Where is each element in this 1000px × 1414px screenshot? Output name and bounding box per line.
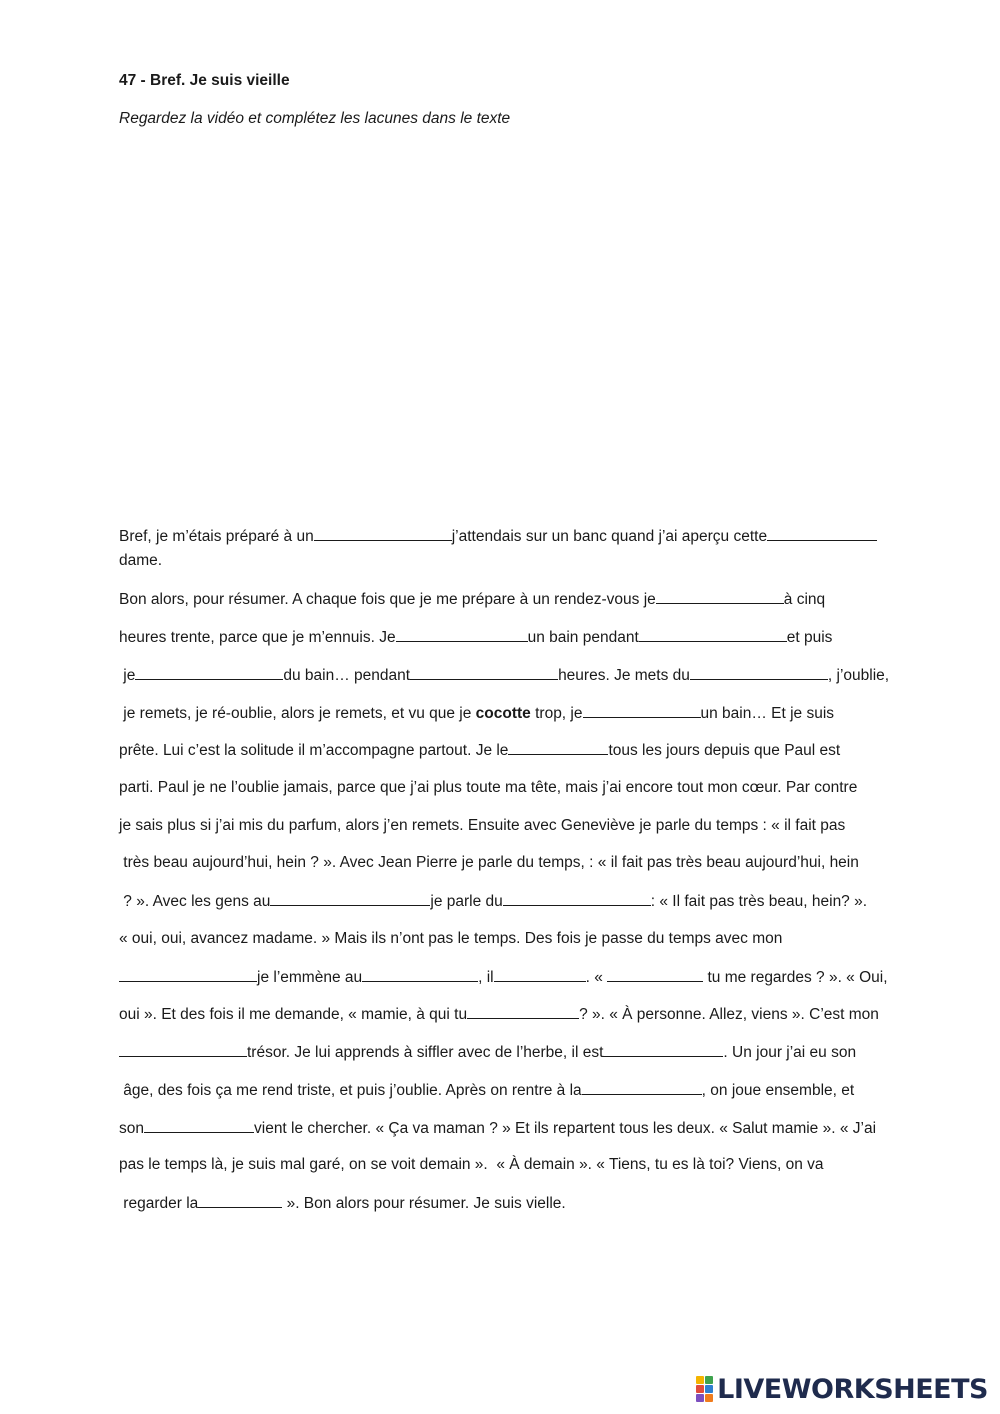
liveworksheets-logo-icon (696, 1376, 713, 1402)
text-segment: je parle du (430, 893, 503, 910)
logo-tile (696, 1394, 704, 1402)
answer-blank[interactable] (144, 1118, 254, 1133)
text-line (119, 589, 825, 610)
answer-blank[interactable] (198, 1193, 282, 1208)
text-segment: heures. Je mets du (558, 667, 690, 684)
answer-blank[interactable] (656, 589, 784, 604)
text-segment: « oui, oui, avancez madame. » Mais ils n’ont pas le temps. Des fois je passe du temps avec mon (119, 930, 783, 947)
liveworksheets-logo (696, 1374, 988, 1404)
text-segment: Bref, je m’étais préparé à un (119, 528, 314, 545)
text-segment: âge, des fois ça me rend triste, et puis j’oublie. Après on rentre à la (119, 1082, 582, 1099)
logo-tile (696, 1385, 704, 1393)
text-segment: tous les jours depuis que Paul est (608, 742, 841, 759)
answer-blank[interactable] (690, 665, 828, 680)
answer-blank[interactable] (583, 703, 701, 718)
text-line (119, 1080, 854, 1101)
bold-word: cocotte (475, 705, 531, 722)
text-line (119, 1004, 879, 1025)
text-line (119, 1042, 856, 1063)
answer-blank[interactable] (119, 967, 257, 982)
answer-blank[interactable] (314, 526, 452, 541)
text-segment: heures trente, parce que je m’ennuis. Je (119, 629, 396, 646)
text-segment: . « (585, 969, 608, 986)
text-line (119, 1193, 566, 1214)
text-segment: tu me regardes ? ». « Oui, (703, 969, 888, 986)
text-line (119, 929, 782, 949)
text-segment: regarder la (119, 1195, 199, 1212)
worksheet-title: 47 - Bref. Je suis vieille (119, 72, 290, 89)
text-segment: un bain pendant (527, 629, 639, 646)
text-segment: vient le chercher. « Ça va maman ? » Et ils repartent tous les deux. « Salut mamie ». « J’ai (254, 1120, 877, 1137)
text-segment: dame. (119, 552, 163, 569)
answer-blank[interactable] (270, 891, 430, 906)
answer-blank[interactable] (135, 665, 283, 680)
text-line (119, 778, 857, 798)
worksheet-instruction: Regardez la vidéo et complétez les lacunes dans le texte (119, 110, 511, 127)
logo-tile (705, 1385, 713, 1393)
text-segment: un bain… Et je suis (700, 705, 835, 722)
text-segment: , j’oublie, (827, 667, 890, 684)
answer-blank[interactable] (362, 967, 478, 982)
text-line (119, 891, 867, 912)
text-segment: prête. Lui c’est la solitude il m’accompagne partout. Je le (119, 742, 509, 759)
logo-tile (705, 1394, 713, 1402)
text-segment: . Un jour j’ai eu son (723, 1044, 857, 1061)
text-line (119, 526, 877, 547)
text-segment: oui ». Et des fois il me demande, « mamie, à qui tu (119, 1006, 468, 1023)
answer-blank[interactable] (639, 627, 787, 642)
text-segment: je l’emmène au (257, 969, 363, 986)
answer-blank[interactable] (119, 1042, 247, 1057)
answer-blank[interactable] (607, 967, 703, 982)
text-segment: ? ». Avec les gens au (119, 893, 271, 910)
answer-blank[interactable] (603, 1042, 723, 1057)
logo-wordmark: LIVEWORKSHEETS (717, 1373, 988, 1405)
text-segment: trop, je (530, 705, 583, 722)
text-line (119, 967, 888, 988)
answer-blank[interactable] (494, 967, 586, 982)
text-segment: son (119, 1120, 144, 1137)
answer-blank[interactable] (503, 891, 651, 906)
text-segment: , il (478, 969, 494, 986)
answer-blank[interactable] (396, 627, 528, 642)
logo-tile (696, 1376, 704, 1384)
text-segment: Bon alors, pour résumer. A chaque fois que je me prépare à un rendez-vous je (119, 591, 656, 608)
text-segment: très beau aujourd’hui, hein ? ». Avec Jean Pierre je parle du temps, : « il fait pas très beau aujourd’hui, hein (119, 854, 859, 871)
answer-blank[interactable] (467, 1004, 579, 1019)
text-line (119, 740, 840, 761)
text-line (119, 1118, 876, 1139)
text-segment: pas le temps là, je suis mal garé, on se voit demain ». « À demain ». « Tiens, tu es là toi? Viens, on va (119, 1156, 824, 1173)
text-line (119, 853, 859, 873)
text-segment: ? ». « À personne. Allez, viens ». C’est mon (579, 1006, 879, 1023)
answer-blank[interactable] (410, 665, 558, 680)
text-segment: parti. Paul je ne l’oublie jamais, parce que j’ai plus toute ma tête, mais j’ai encore tout mon cœur. Par contre (119, 779, 858, 796)
text-segment: à cinq (783, 591, 826, 608)
text-segment: du bain… pendant (283, 667, 411, 684)
text-segment: : « Il fait pas très beau, hein? ». (650, 893, 868, 910)
text-segment: ». Bon alors pour résumer. Je suis vielle. (282, 1195, 566, 1212)
text-segment: j’attendais sur un banc quand j’ai aperçu cette (451, 528, 768, 545)
text-segment: trésor. Je lui apprends à siffler avec de l’herbe, il est (247, 1044, 604, 1061)
text-segment: je sais plus si j’ai mis du parfum, alors j’en remets. Ensuite avec Geneviève je parle du temps : « il fait pas (119, 817, 846, 834)
text-segment: et puis (786, 629, 833, 646)
text-line (119, 1155, 824, 1175)
text-line (119, 627, 832, 648)
logo-tile (705, 1376, 713, 1384)
answer-blank[interactable] (508, 740, 608, 755)
text-line (119, 665, 889, 686)
text-line (119, 816, 845, 836)
answer-blank[interactable] (582, 1080, 702, 1095)
text-segment: je remets, je ré-oublie, alors je remets, et vu que je (119, 705, 476, 722)
text-line (119, 703, 834, 724)
answer-blank[interactable] (767, 526, 877, 541)
text-segment: , on joue ensemble, et (701, 1082, 855, 1099)
text-line (119, 551, 162, 571)
text-segment: je (119, 667, 136, 684)
